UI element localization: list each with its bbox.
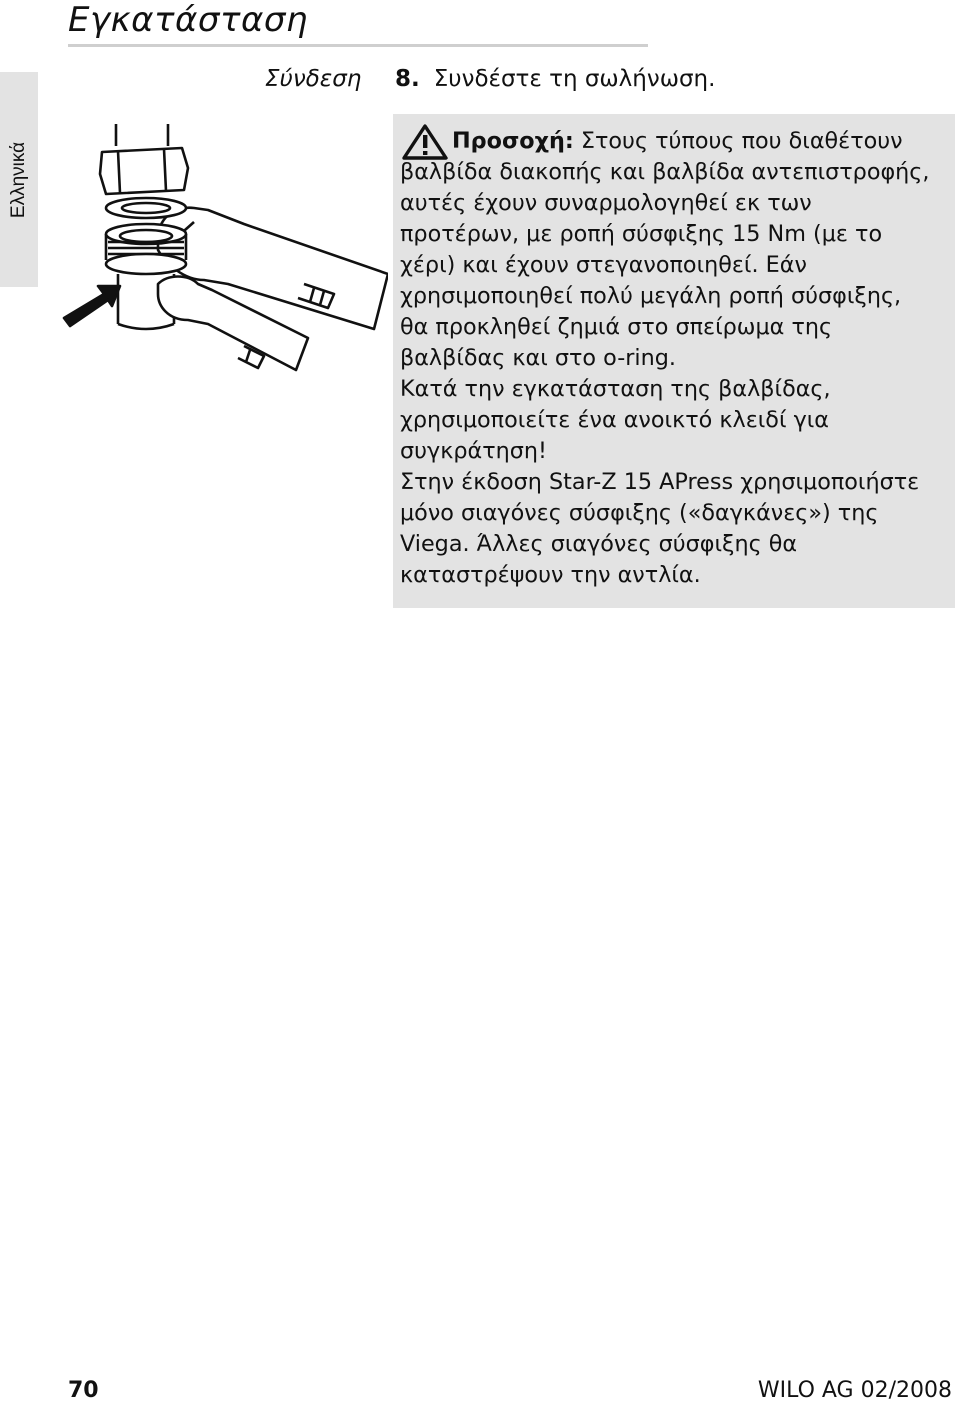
caution-line: θα προκληθεί ζημιά στο σπείρωμα της [400,314,833,340]
caution-line: χέρι) και έχουν στεγανοποιηθεί. Εάν [400,252,807,278]
caution-line: μόνο σιαγόνες σύσφιξης («δαγκάνες») της [400,500,879,526]
caution-line: βαλβίδα διακοπής και βαλβίδα αντεπιστροφής, [400,159,930,185]
caution-line: Viega. Άλλες σιαγόνες σύσφιξης θα [400,531,798,557]
caution-line: Στην έκδοση Star-Z 15 APress χρησιμοποιήστε [400,469,920,495]
caution-line: χρησιμοποιηθεί πολύ μεγάλη ροπή σύσφιξης, [400,283,902,309]
language-tab [0,72,38,287]
step-text: Συνδέστε τη σωλήνωση. [433,66,716,92]
section-label: Σύνδεση [265,66,362,92]
caution-line: προτέρων, με ροπή σύσφιξης 15 Nm (με το [400,221,883,247]
publisher-date: WILO AG 02/2008 [757,1378,952,1403]
caution-line: χρησιμοποιείτε ένα ανοικτό κλειδί για [400,407,830,433]
caution-text [400,126,952,591]
caution-line: αυτές έχουν συναρμολογηθεί εκ των [400,190,812,216]
warning-triangle-icon [400,126,452,157]
wrench-illustration [58,124,388,374]
pipe-connection-drawing [58,124,388,374]
caution-label: Προσοχή: [452,128,574,154]
page-number: 70 [68,1378,99,1403]
caution-line: Κατά την εγκατάσταση της βαλβίδας, [400,376,831,402]
page-title: Εγκατάσταση [68,0,308,40]
title-divider [68,44,648,47]
caution-line: καταστρέψουν την αντλία. [400,562,701,588]
caution-box [393,114,955,608]
caution-line: βαλβίδας και στο o-ring. [400,345,677,371]
step-instruction [395,66,715,92]
caution-line: Στους τύπους που διαθέτουν [573,128,903,154]
language-tab-label: Ελληνικά [8,141,29,218]
step-number: 8. [395,66,420,92]
caution-line: συγκράτηση! [400,438,547,464]
